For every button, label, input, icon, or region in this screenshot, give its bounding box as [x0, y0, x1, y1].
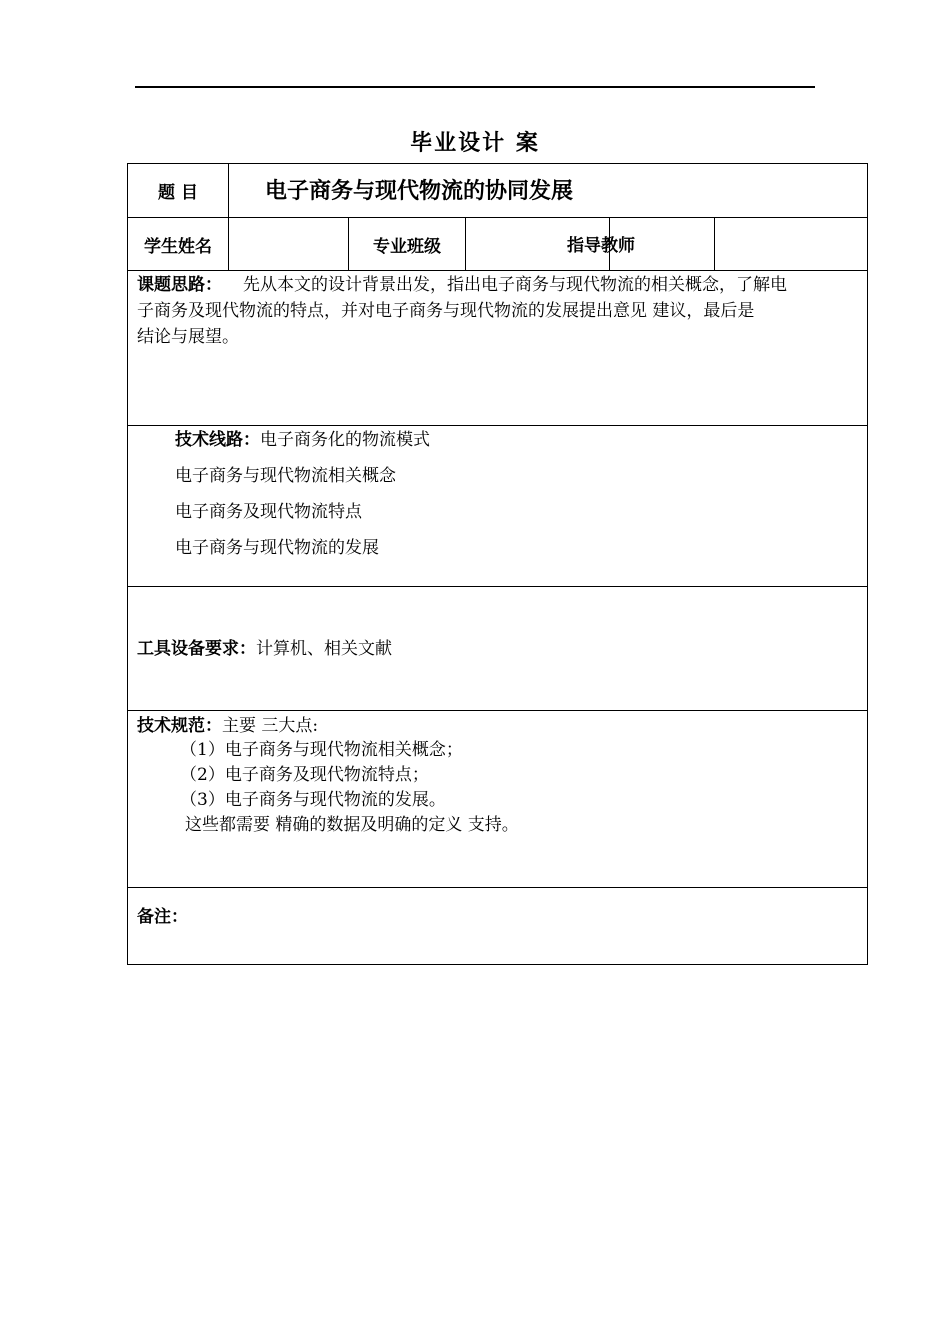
tech-route-first: 电子商务化的物流模式 [260, 430, 430, 450]
row-divider [127, 270, 868, 271]
tech-spec-label: 技术规范： [137, 716, 222, 736]
approach-label: 课题思路： [137, 275, 222, 295]
tech-spec-item: （1）电子商务与现代物流相关概念； [180, 740, 463, 760]
row-divider [127, 710, 868, 711]
tech-spec-closing: 这些都需要 精确的数据及明确的定义 支持。 [185, 815, 519, 835]
tech-route-item: 电子商务及现代物流特点 [175, 502, 362, 522]
tech-spec-intro: 主要 三大点: [222, 716, 319, 736]
student-name-label: 学生姓名 [144, 236, 212, 257]
tech-route-label: 技术线路： [175, 430, 260, 450]
tools-value: 计算机、相关文献 [256, 639, 392, 659]
advisor-value [715, 218, 867, 270]
remarks-label: 备注： [137, 907, 188, 927]
tech-route-item: 电子商务与现代物流相关概念 [175, 466, 396, 486]
topic-label: 题 目 [158, 183, 198, 203]
tech-route-line [175, 428, 430, 452]
tech-spec-item: （2）电子商务及现代物流特点； [180, 765, 429, 785]
row-divider [127, 586, 868, 587]
class-value [466, 218, 566, 270]
approach-text-line3: 结论与展望。 [137, 327, 239, 347]
student-name-value [229, 218, 348, 270]
tools-label: 工具设备要求： [137, 639, 256, 659]
row-divider [127, 887, 868, 888]
approach-text-line1: 先从本文的设计背景出发，指出电子商务与现代物流的相关概念，了解电 [243, 275, 787, 295]
row-divider [127, 425, 868, 426]
tech-route-item: 电子商务与现代物流的发展 [175, 538, 379, 558]
approach-text-line2: 子商务及现代物流的特点，并对电子商务与现代物流的发展提出意见 建议，最后是 [137, 301, 755, 321]
tools-line [137, 637, 392, 661]
tech-spec-item: （3）电子商务与现代物流的发展。 [180, 790, 446, 810]
header-rule [135, 86, 815, 88]
tech-spec-line [137, 714, 318, 738]
advisor-label: 指导教师 [567, 236, 635, 256]
topic-title: 电子商务与现代物流的协同发展 [265, 179, 574, 204]
class-label: 专业班级 [373, 236, 441, 257]
document-title: 毕业设计 案 [410, 131, 540, 156]
